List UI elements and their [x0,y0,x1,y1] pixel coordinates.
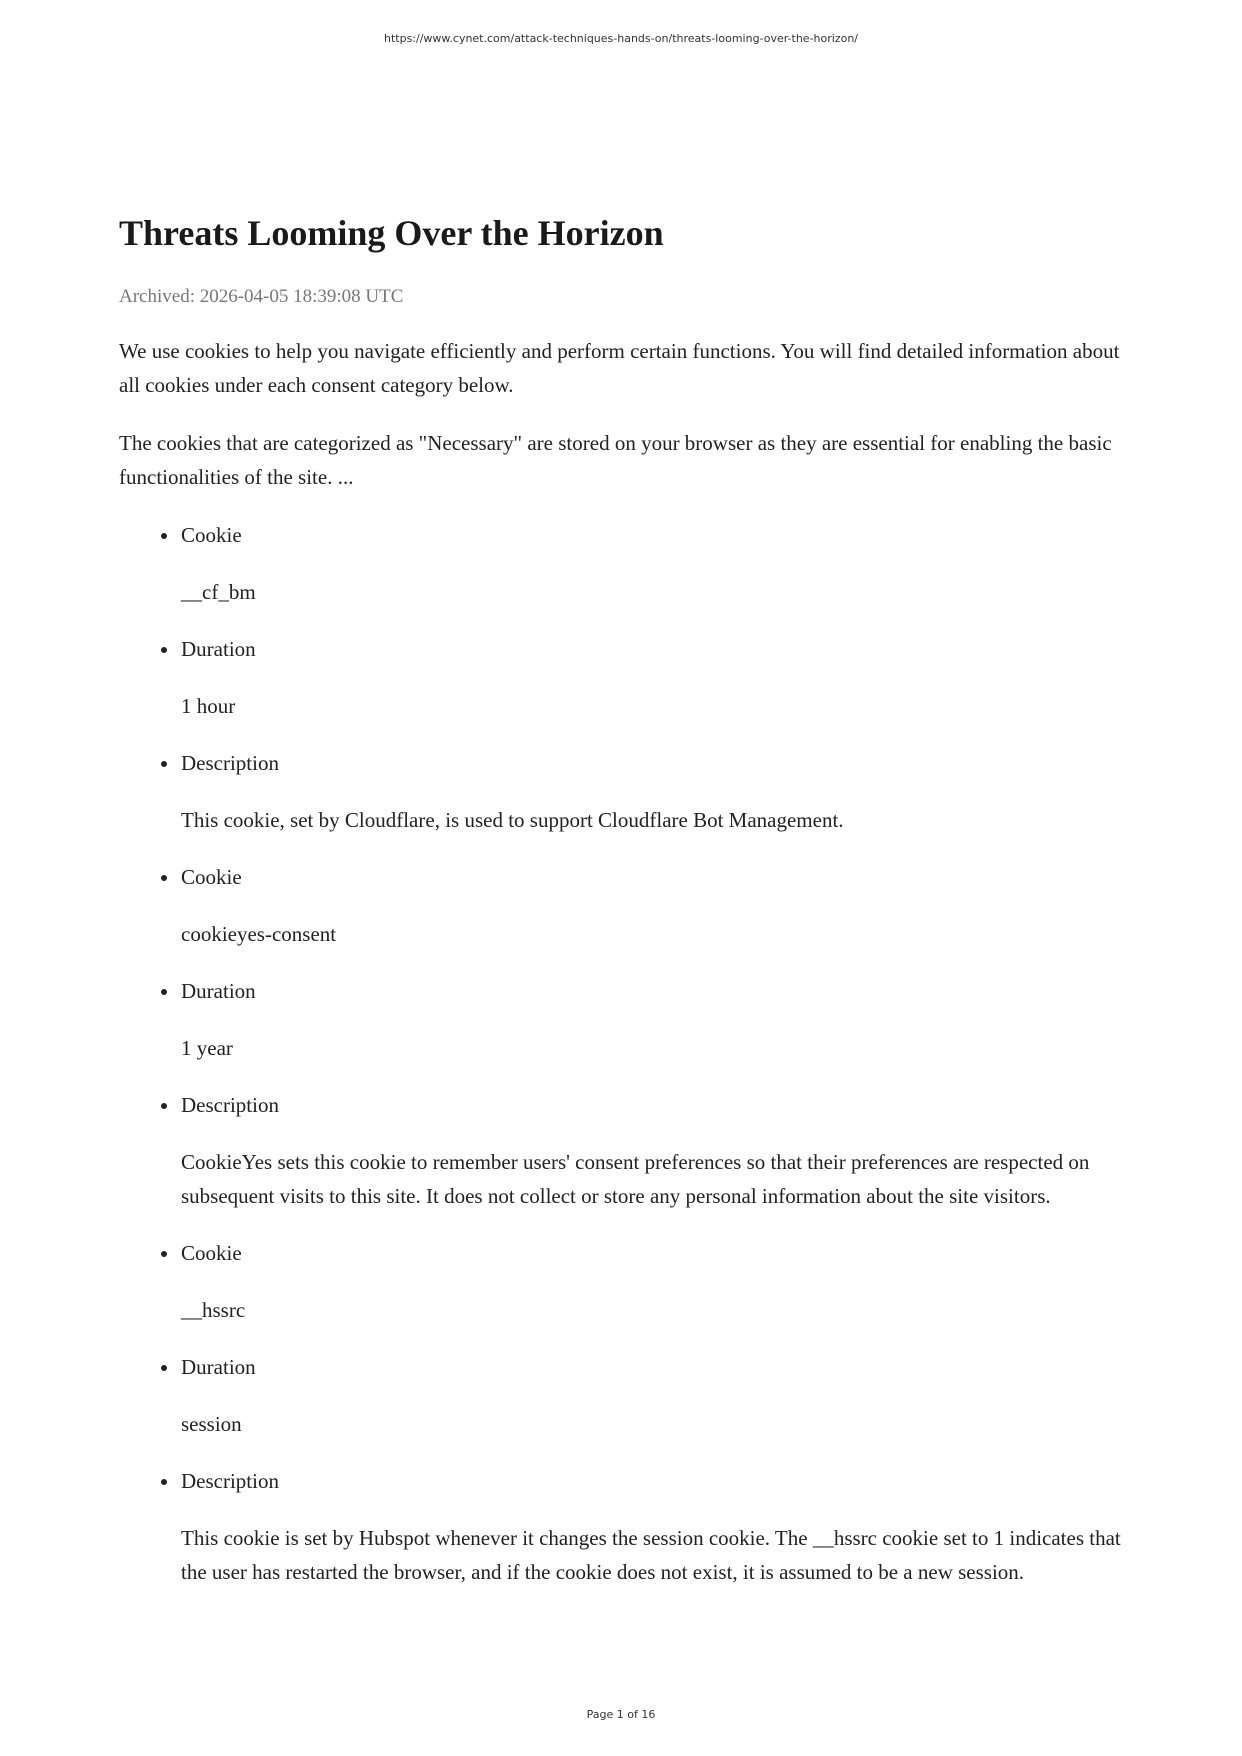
archived-timestamp: Archived: 2026-04-05 18:39:08 UTC [119,286,404,308]
page-number: Page 1 of 16 [586,1708,656,1721]
duration-value: 1 hour [181,693,236,718]
cookie-name: __hssrc [181,1297,246,1322]
bullet-icon [161,647,167,653]
description-label: Description [181,750,279,775]
cookie-label: Cookie [181,864,242,889]
list-item [181,860,1129,951]
bullet-icon [161,1251,167,1257]
bullet-icon [161,761,167,767]
list-item [181,1236,1129,1327]
list-item [181,632,1129,723]
bullet-icon [161,1103,167,1109]
cookie-label: Cookie [181,522,242,547]
necessary-paragraph: The cookies that are categorized as "Necessary" are stored on your browser as they are essential for enabling the basic functionalities of the site. ... [119,430,1112,489]
list-item [181,1464,1129,1589]
cookie-label: Cookie [181,1240,242,1265]
page-url: https://www.cynet.com/attack-techniques-hands-on/threats-looming-over-the-horizon/ [383,32,858,45]
list-item [181,746,1129,837]
list-item [181,1088,1129,1213]
description-label: Description [181,1468,279,1493]
article-content [119,212,1129,1612]
bullet-icon [161,1365,167,1371]
duration-label: Duration [181,1354,256,1379]
bullet-icon [161,1479,167,1485]
duration-value: session [181,1411,242,1436]
duration-label: Duration [181,636,256,661]
list-item [181,1350,1129,1441]
page-title: Threats Looming Over the Horizon [119,213,664,253]
intro-paragraph: We use cookies to help you navigate efficiently and perform certain functions. You will find detailed information about all cookies under each consent category below. [119,338,1120,397]
list-item [181,974,1129,1065]
bullet-icon [161,989,167,995]
bullet-icon [161,533,167,539]
description-value: CookieYes sets this cookie to remember users' consent preferences so that their preferences are respected on subsequent visits to this site. It does not collect or store any personal information about the site visitors. [181,1149,1090,1208]
cookie-name: cookieyes-consent [181,921,337,946]
description-label: Description [181,1092,279,1117]
cookie-name: __cf_bm [181,579,256,604]
list-item [181,518,1129,609]
description-value: This cookie is set by Hubspot whenever it changes the session cookie. The __hssrc cookie set to 1 indicates that the user has restarted the browser, and if the cookie does not exist, it is assumed to be a new session. [181,1525,1121,1584]
bullet-icon [161,875,167,881]
cookie-list [119,518,1129,1589]
duration-value: 1 year [181,1035,233,1060]
description-value: This cookie, set by Cloudflare, is used to support Cloudflare Bot Management. [181,807,844,832]
duration-label: Duration [181,978,256,1003]
